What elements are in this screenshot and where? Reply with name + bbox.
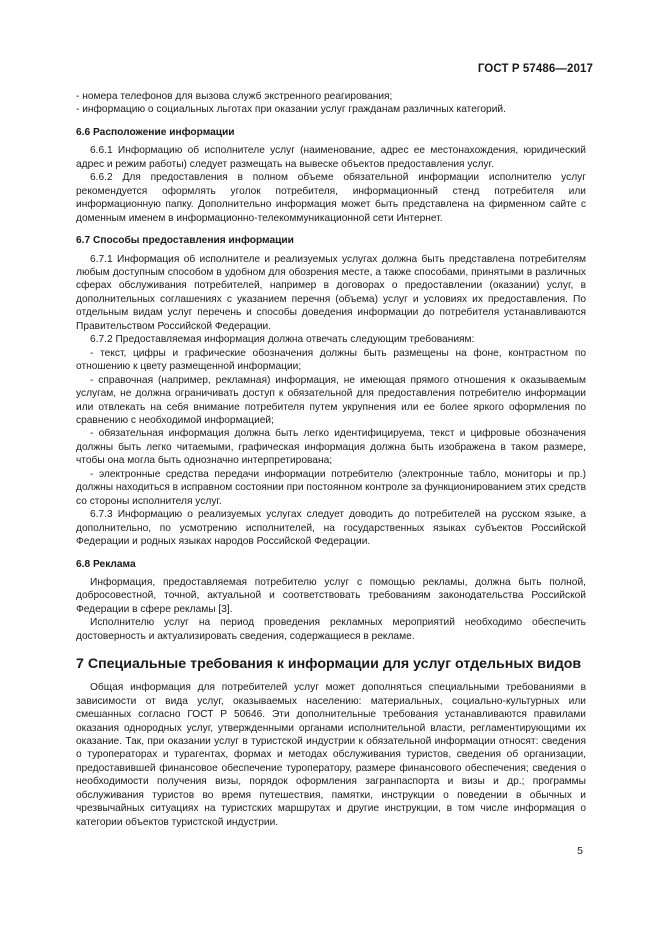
paragraph: Общая информация для потребителей услуг может дополняться специальными требованиями в зависимости от вида услуг, оказываемых населению: материальных, социально-культурных или смешанных согласно ГОСТ Р 50646. Эти дополнительные требования устанавливаются правилами оказания однородных услуг, утвержденными органами исполнительной власти, регламентирующими их оказание. Так, при оказании услуг в туристской индустрии к обязательной информации относят: сведения о туроператорах и турагентах, формах и методах обслуживания туристов, сведения об организации, предоставившей финансовое обеспечение туроператору, размере финансового обеспечения; сведения о необходимости получения визы, порядок оформления загранпаспорта и визы и др.; программы обслуживания туристов во время путешествия, памятки, инструкции о поведении в обычных и чрезвычайных ситуациях на туристских маршрутах и другие инструкции, в том числе информация о категории объектов туристской индустрии. — [76, 682, 586, 828]
paragraph: 6.7.1 Информация об исполнителе и реализуемых услугах должна быть представлена потребителям любым доступным способом в удобном для обозрения месте, а также способами, принятыми в различных сферах обслуживания потребителей, например в договорах о предоставлении (оказании) услуг, в дополнительных соглашениях с указанием перечня (объема) услуг и условиях их предоставления. По отдельным видам услуг перечень и способы доведения информации до потребителя устанавливаются Правительством Российской Федерации. — [76, 253, 586, 332]
paragraph: 6.7.2 Предоставляемая информация должна отвечать следующим требованиям: — [90, 334, 475, 346]
list-item: - номера телефонов для вызова служб экстренного реагирования; — [76, 91, 393, 102]
paragraph: 6.7.3 Информацию о реализуемых услугах следует доводить до потребителей на русском языке, а дополнительно, по усмотрению исполнителей, на государственных языках субъектов Российской Федерации и родных языках народов Российской Федерации. — [76, 509, 586, 548]
paragraph: - текст, цифры и графические обозначения должны быть размещены на фоне, контрастном по отношению к цвету размещенной информации; — [76, 347, 586, 373]
list-item: - информацию о социальных льготах при оказании услуг гражданам различных категорий. — [76, 104, 506, 116]
paragraph: - справочная (например, рекламная) информация, не имеющая прямого отношения к оказываемым услугам, не должна ограничивать доступ к обязательной для предоставления потребителю информации или отвлекать на себя внимание потребителя путем укрупнения или ее более яркого оформления по сравнению с необходимой информацией; — [76, 374, 586, 426]
paragraph: Исполнителю услуг на период проведения рекламных мероприятий необходимо обеспечить достоверность и актуализировать сведения, содержащиеся в рекламе. — [76, 617, 586, 642]
paragraph: 6.6.2 Для предоставления в полном объеме обязательной информации исполнителю услуг рекомендуется оформлять уголок потребителя, информационный стенд потребителя или информационную папку. Дополнительно информация может быть представлена на фирменном сайте с доменным именем в информационно-телекоммуникационной сети Интернет. — [76, 172, 586, 224]
paragraph: 6.6.1 Информацию об исполнителе услуг (наименование, адрес ее местонахождения, юридический адрес и режим работы) следует размещать на вывеске объектов предоставления услуг. — [76, 145, 586, 170]
paragraph: - обязательная информация должна быть легко идентифицируема, текст и цифровые обозначения должны быть легко читаемыми, графическая информация должна быть изображена в таком размере, чтобы она могла быть однозначно интерпретирована; — [76, 428, 586, 467]
paragraph: Информация, предоставляемая потребителю услуг с помощью рекламы, должна быть полной, добросовестной, точной, актуальной и соответствовать требованиям законодательства Российской Федерации в сфере рекламы [3]. — [76, 576, 586, 615]
section-6-8-title: 6.8 Реклама — [76, 558, 136, 570]
intro-list — [76, 90, 586, 117]
section-7-title: 7 Специальные требования к информации для услуг отдельных видов — [76, 656, 582, 673]
section-6-7-title: 6.7 Способы предоставления информации — [76, 235, 294, 247]
page-number: 5 — [577, 845, 583, 857]
paragraph: - электронные средства передачи информации потребителю (электронные табло, мониторы и пр.) должны находиться в исправном состоянии при постоянном контроле за функционированием этих средств со стороны исполнителя услуг. — [76, 468, 586, 507]
page-content — [76, 90, 586, 829]
section-6-6-title: 6.6 Расположение информации — [76, 126, 235, 138]
document-code: ГОСТ Р 57486—2017 — [477, 63, 593, 75]
